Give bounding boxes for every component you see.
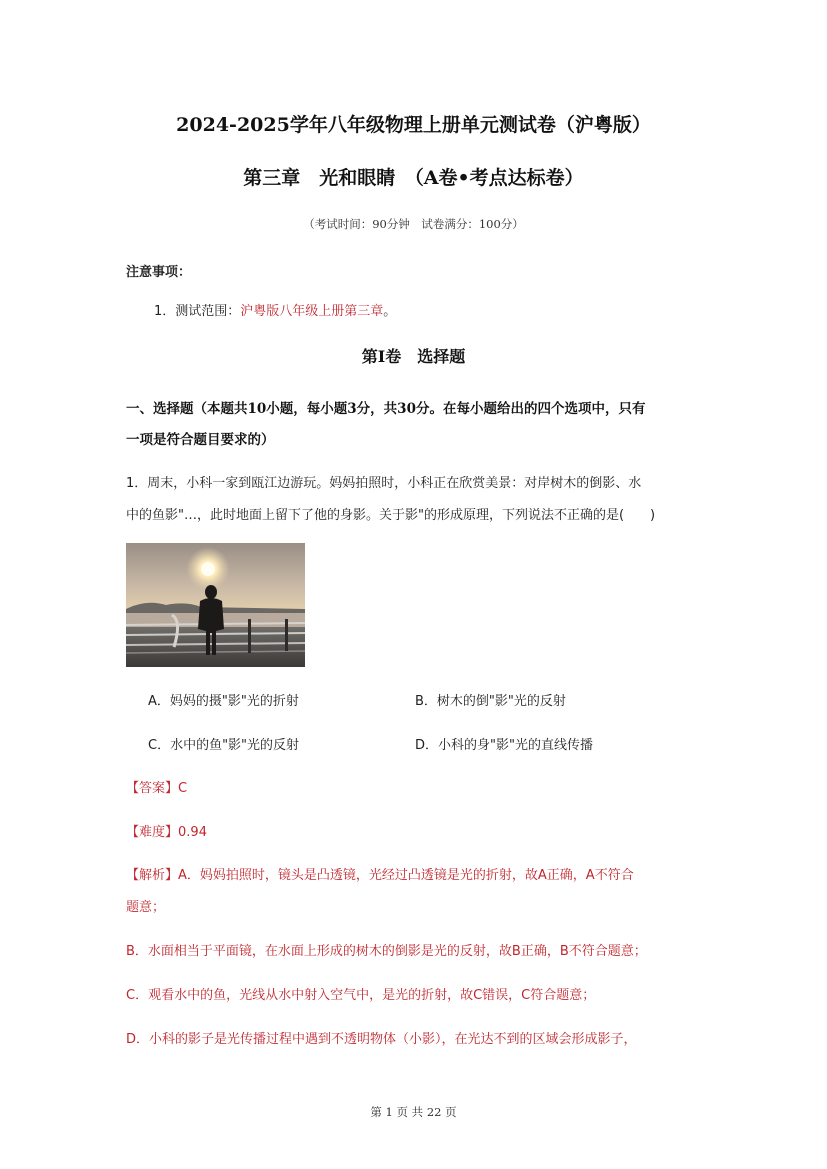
option-d: D．小科的身"影"光的直线传播 (415, 738, 593, 753)
chapter-title: 第三章 光和眼睛 （A卷•考点达标卷） (243, 167, 584, 189)
test-range-end: 。 (383, 304, 397, 319)
section-heading-line2: 一项是符合题目要求的） (126, 432, 275, 448)
option-a: A．妈妈的摄"影"光的折射 (148, 694, 299, 709)
difficulty-line (126, 821, 207, 840)
test-range (154, 300, 396, 319)
option-c: C．水中的鱼"影"光的反射 (148, 738, 300, 753)
question-1-line2: 中的鱼影"…，此时地面上留下了他的身影。关于影"的形成原理，下列说法不正确的是( ) (126, 508, 656, 523)
analysis-a1: A．妈妈拍照时，镜头是凸透镜，光经过凸透镜是光的折射，故A正确，A不符合 (178, 868, 634, 883)
part-title: 第Ⅰ卷 选择题 (361, 347, 466, 366)
analysis-line-a1 (126, 864, 634, 883)
test-range-prefix: 1．测试范围： (154, 304, 241, 319)
notice-label: 注意事项： (126, 265, 192, 280)
exam-info: （考试时间：90分钟 试卷满分：100分） (303, 217, 524, 231)
answer-line (126, 777, 187, 796)
question-1-line1: 1．周末，小科一家到瓯江边游玩。妈妈拍照时，小科正在欣赏美景：对岸树木的倒影、水 (126, 476, 642, 491)
difficulty-label: 【难度】 (126, 825, 179, 840)
analysis-label: 【解析】 (126, 868, 179, 883)
question-photo (126, 543, 305, 667)
difficulty-value: 0.94 (178, 825, 207, 840)
analysis-c: C．观看水中的鱼，光线从水中射入空气中，是光的折射，故C错误，C符合题意； (126, 988, 596, 1003)
analysis-a2: 题意； (126, 900, 166, 915)
analysis-d: D．小科的影子是光传播过程中遇到不透明物体（小影），在光达不到的区域会形成影子， (126, 1032, 637, 1047)
answer-value: C (178, 781, 188, 796)
answer-label: 【答案】 (126, 781, 179, 796)
document-title: 2024-2025学年八年级物理上册单元测试卷（沪粤版） (176, 114, 651, 136)
section-heading-line1: 一、选择题（本题共10小题，每小题3分，共30分。在每小题给出的四个选项中，只有 (126, 401, 646, 417)
analysis-b: B．水面相当于平面镜，在水面上形成的树木的倒影是光的反射，故B正确，B不符合题意； (126, 944, 647, 959)
test-range-value: 沪粤版八年级上册第三章 (240, 304, 384, 319)
page-footer: 第 1 页 共 22 页 (370, 1105, 457, 1119)
option-b: B．树木的倒"影"光的反射 (415, 694, 566, 709)
